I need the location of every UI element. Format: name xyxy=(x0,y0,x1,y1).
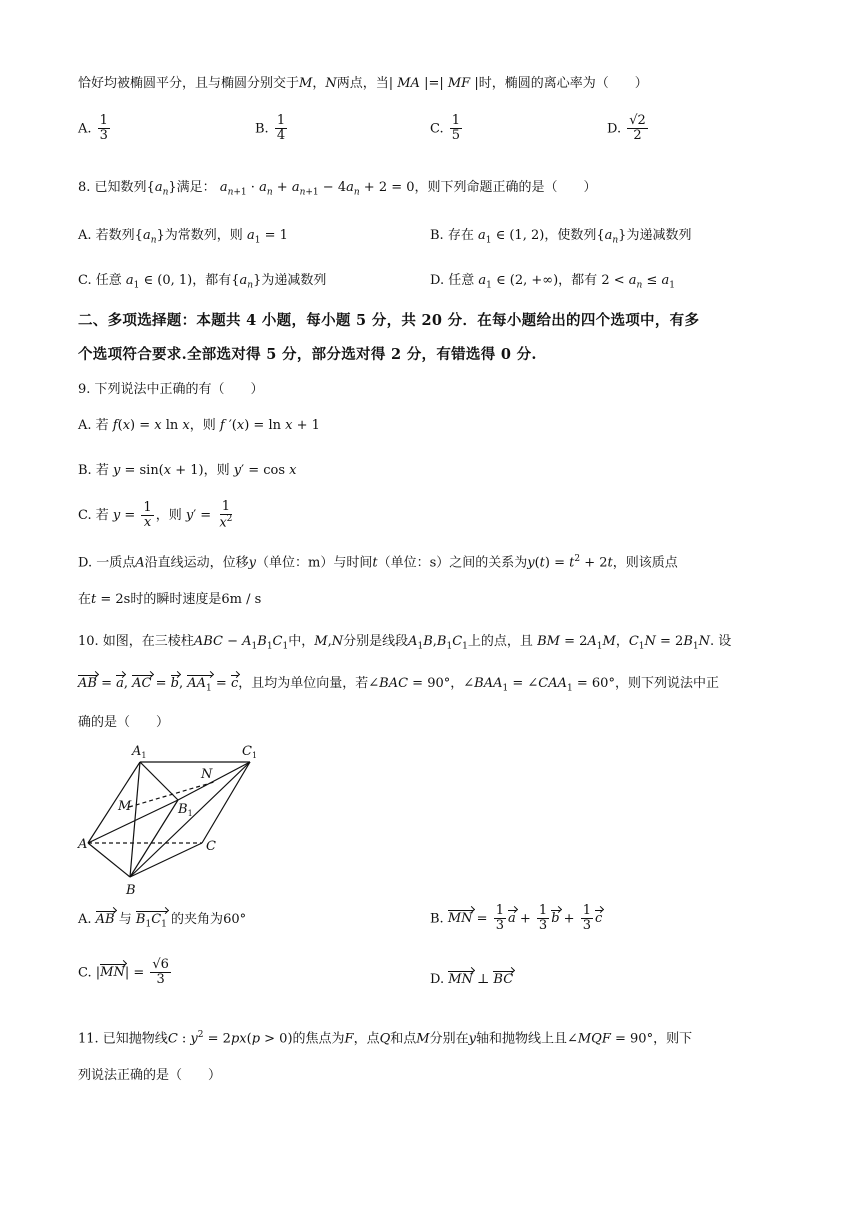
q8-option-a-b: 为常数列，则 xyxy=(164,228,243,243)
q9-option-a-a: A. 若 xyxy=(78,418,109,433)
q11-stem: 11. 已知抛物线C : $y^2 = 2px(p > 0)$的焦点为F，点Q和点M分别在y轴和抛物线上且∠MQF = 90°，则下 xyxy=(78,1030,693,1047)
fraction xyxy=(627,114,648,144)
q9-option-b-a: B. 若 xyxy=(78,463,109,478)
q9-option-a: A. 若 f(x) = x ln x，则 f ′(x) = ln x + 1 xyxy=(78,418,320,433)
q9-option-b: B. 若 y = sin(x + 1)，则 y′ = cos x xyxy=(78,463,297,478)
q9-option-d-a: D. 一质点 xyxy=(78,555,136,571)
q8-option-c-a: C. 任意 xyxy=(78,273,122,288)
label-n: N xyxy=(201,767,213,782)
q9-option-d-b: 沿直线运动，位移 xyxy=(144,555,249,571)
q9-stem: 9. 下列说法中正确的有（ ） xyxy=(78,382,264,397)
q10-option-b-label: B. xyxy=(430,911,444,927)
q7-text-b: 两点，当 xyxy=(336,76,389,91)
q8-option-b: B. 存在 $a_1$ ∈ (1, 2)，使数列$\{a_n\}$为递减数列 xyxy=(430,228,692,246)
label-m: M xyxy=(118,799,132,814)
q8-option-d-a: D. 任意 xyxy=(430,273,475,288)
q8-stem-b: 满足： xyxy=(176,180,216,195)
q10-stem-c: 分别是线段 xyxy=(343,634,409,649)
q7-text-c: 时，椭圆的离心率为（ ） xyxy=(478,76,648,91)
label-a1: $A_1$ xyxy=(132,744,147,760)
q11-stem-g: ，则下 xyxy=(653,1031,693,1047)
label-b: B xyxy=(126,883,136,898)
q10-line2-b: ，则下列说法中正 xyxy=(614,676,719,691)
q9-option-d-c: （单位：m）与时间 xyxy=(256,555,373,571)
q11-stem-c: ，点 xyxy=(353,1031,380,1047)
q9-option-d-e: ，则该质点 xyxy=(612,555,678,571)
section-2-heading: 二、多项选择题：本题共 4 小题，每小题 5 分，共 20 分．在每小题给出的四个选项中，有多 xyxy=(78,312,700,329)
q11-stem-line2: 列说法正确的是（ ） xyxy=(78,1068,222,1083)
q9-option-d-g: 时的瞬时速度是 xyxy=(130,592,222,607)
fraction xyxy=(275,114,287,144)
q7-option-c xyxy=(430,114,464,144)
edge-c1-b xyxy=(130,762,250,877)
fraction xyxy=(450,114,462,144)
q8-stem: 8. 已知数列$\{a_n\}$满足： $a_{n+1} \cdot a_n + a_{n+1} - 4a_n + 2 = 0$，则下列命题正确的是（ ） xyxy=(78,180,597,198)
q10-stem-line2: AB = a, AC = b, $AA_1 = c$，且均为单位向量，若∠BAC = 90°，$\angle BAA_1$ = $\angle CAA_1 = 60^\circ$，则下列说法中正 xyxy=(78,676,719,694)
q9-option-c: C. 若 y = $\frac{1}{x}$ ，则 y′ = $\frac{1}{x^2}$ xyxy=(78,499,233,531)
fraction-den: 4 xyxy=(276,128,286,144)
prism-figure xyxy=(74,740,274,900)
q10-option-a-b: 与 xyxy=(118,912,132,927)
q7-option-b xyxy=(255,114,289,144)
q7-option-a xyxy=(78,114,112,144)
q10-option-b: B. MN = $\frac{1}{3}$ a + $\frac{1}{3}$ b + $\frac{1}{3}$ c xyxy=(430,903,603,934)
q10-stem-e: ， xyxy=(615,634,629,649)
q7-stem: 恰好均被椭圆平分，且与椭圆分别交于M，N两点，当| MA |=| MF |时，椭圆的离心率为（ ） xyxy=(78,76,648,91)
q10-option-c-label: C. xyxy=(78,965,92,981)
fraction-num: 1 xyxy=(99,113,108,128)
q10-stem-d: 上的点，且 xyxy=(467,634,533,649)
q8-option-b-c: 为递减数列 xyxy=(626,228,692,243)
q7-option-c-label: C. xyxy=(430,121,444,137)
edge-a-b xyxy=(88,843,130,877)
q9-option-d: D. 一质点A沿直线运动，位移y（单位：m）与时间t（单位：s）之间的关系为$y(t) = t^2 + 2t$，则该质点 xyxy=(78,554,678,571)
q8-option-d: D. 任意 $a_1$ ∈ (2, +∞)，都有 $2 < a_n \le a_1$ xyxy=(430,273,675,291)
label-a: A xyxy=(78,837,88,852)
label-b1: $B_1$ xyxy=(178,802,193,818)
fraction-num: √2 xyxy=(629,113,646,128)
fraction-num: 1 xyxy=(276,113,286,128)
q9-option-c-b: ，则 xyxy=(155,507,182,523)
q10-option-a: A. AB 与 $B_1C_1$ 的夹角为60° xyxy=(78,912,247,930)
q9-option-a-b: ，则 xyxy=(189,418,216,433)
fraction-den: 2 xyxy=(633,128,642,144)
q7-option-a-label: A. xyxy=(78,121,92,137)
q10-stem: 10. 如图，在三棱柱ABC − $A_1B_1C_1$中，M,N分别是线段$A_1B,B_1C_1$上的点，且 BM = $2A_1M$，$C_1N = 2B_1N$. 设 xyxy=(78,634,732,652)
q10-option-d-label: D. xyxy=(430,972,445,987)
fraction xyxy=(98,114,110,144)
q7-option-d xyxy=(607,114,650,144)
q9-option-d-cont: 在t = 2s时的瞬时速度是6m / s xyxy=(78,592,262,607)
q10-stem-a: 10. 如图，在三棱柱 xyxy=(78,634,194,649)
q11-stem-d: 和点 xyxy=(390,1031,417,1047)
q11-stem-b: 的焦点为 xyxy=(292,1031,345,1047)
q8-option-a-a: A. 若数列 xyxy=(78,228,135,243)
q10-option-c: C. |MN| = $\frac{√6}{3}$ xyxy=(78,957,169,988)
q8-option-a: A. 若数列$\{a_n\}$为常数列，则 $a_1 = 1$ xyxy=(78,228,288,246)
q8-stem-a: 8. 已知数列 xyxy=(78,180,147,195)
q7-option-d-label: D. xyxy=(607,121,622,137)
fraction-den: 5 xyxy=(451,128,461,144)
q11-stem-a: 11. 已知抛物线 xyxy=(78,1031,168,1047)
fraction-den: 3 xyxy=(99,128,108,144)
q10-line2-a: ，且均为单位向量，若 xyxy=(238,676,369,691)
q9-option-c-a: C. 若 xyxy=(78,507,109,523)
q9-option-d-d: （单位：s）之间的关系为 xyxy=(377,555,528,571)
q10-option-a-a: A. xyxy=(78,912,92,927)
q7-text-a: 恰好均被椭圆平分，且与椭圆分别交于 xyxy=(78,76,300,91)
q8-option-c-b: ，都有 xyxy=(192,273,232,288)
q11-stem-e: 分别在 xyxy=(429,1031,469,1047)
q10-stem-line3: 确的是（ ） xyxy=(78,715,170,730)
label-c: C xyxy=(206,839,216,854)
q9-option-b-b: ，则 xyxy=(203,463,230,478)
q8-option-c-c: 为递减数列 xyxy=(261,273,327,288)
q8-stem-c: ，则下列命题正确的是（ ） xyxy=(414,180,597,195)
q8-option-d-b: ，都有 xyxy=(558,273,598,288)
q10-stem-f: . 设 xyxy=(710,634,732,649)
fraction-num: 1 xyxy=(451,113,461,128)
q8-option-b-a: B. 存在 xyxy=(430,228,474,243)
q9-option-d-f: 在 xyxy=(78,592,92,607)
q10-stem-b: 中， xyxy=(288,634,315,649)
label-c1: $C_1$ xyxy=(242,744,258,760)
q8-option-b-b: ，使数列 xyxy=(544,228,597,243)
q8-option-c: C. 任意 $a_1$ ∈ (0, 1)，都有$\{a_n\}$为递减数列 xyxy=(78,273,327,291)
q10-option-a-c: 的夹角为 xyxy=(171,912,224,927)
q10-option-d: D. MN ⊥ BC xyxy=(430,972,514,987)
q7-option-b-label: B. xyxy=(255,121,269,137)
section-2-heading-cont: 个选项符合要求.全部选对得 5 分，部分选对得 2 分，有错选得 0 分. xyxy=(78,346,537,363)
q11-stem-f: 轴和抛物线上且 xyxy=(475,1031,567,1047)
